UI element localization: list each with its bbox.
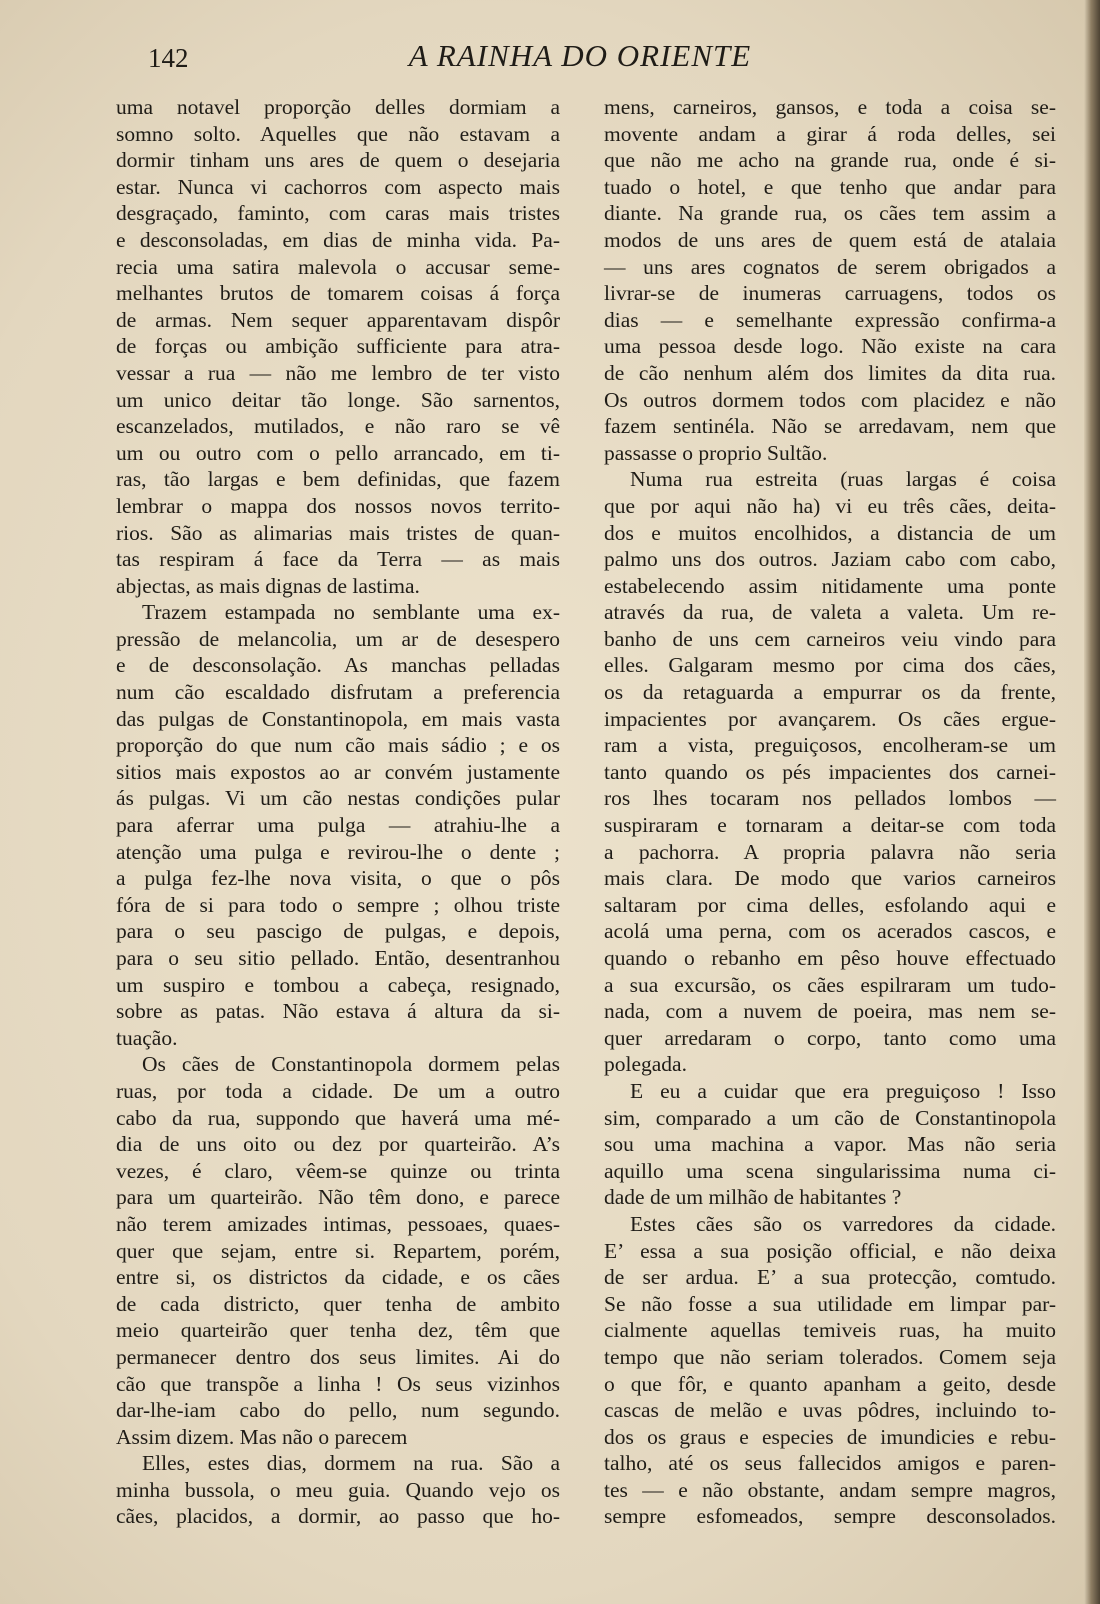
text-line: tas respiram á face da Terra — as mais: [116, 547, 560, 572]
text-line: ras, tão largas e bem definidas, que fazem: [116, 467, 560, 492]
text-line: das pulgas de Constantinopola, em mais vasta: [116, 706, 560, 731]
text-line: mens, carneiros, gansos, e toda a coisa se-: [604, 95, 1056, 119]
text-line: dar-lhe-iam cabo do pello, num segundo.: [116, 1398, 560, 1423]
page-edge-shadow: [1084, 0, 1100, 1604]
text-line: quando o rebanho em pêso houve effectuado: [604, 946, 1056, 970]
text-line: Os cães de Constantinopola dormem pelas: [142, 1052, 560, 1077]
text-line: proporção do que num cão mais sádio ; e os: [116, 733, 560, 758]
text-line: fazem sentinéla. Não se arredavam, nem que: [604, 414, 1056, 439]
text-line: para aferrar uma pulga — atrahiu-lhe a: [116, 813, 560, 838]
text-line: dade de um milhão de habitantes ?: [604, 1185, 902, 1210]
text-line: um unico deitar tão longe. São sarnentos,: [116, 387, 560, 412]
text-line: e de desconsolação. As manchas pelladas: [116, 653, 560, 678]
right-text-column: [604, 94, 1056, 1530]
text-line: um ou outro com o pello arrancado, em ti-: [116, 440, 560, 465]
text-line: palmo uns dos outros. Jaziam cabo com cabo,: [604, 547, 1056, 572]
text-line: cialmente aquellas temiveis ruas, ha muito: [604, 1318, 1056, 1343]
text-line: meio quarteirão quer tenha dez, têm que: [116, 1318, 560, 1343]
text-line: mais clara. De modo que varios carneiros: [604, 866, 1056, 891]
text-line: tanto quando os pés impacientes dos carnei-: [604, 759, 1056, 784]
text-line: dos e muitos encolhidos, a distancia de um: [604, 520, 1056, 545]
text-line: de ser ardua. E’ a sua protecção, comtudo.: [604, 1265, 1056, 1290]
text-line: ás pulgas. Vi um cão nestas condições pular: [116, 786, 560, 811]
text-line: diante. Na grande rua, os cães tem assim a: [604, 201, 1056, 226]
text-line: para o seu sitio pellado. Então, desentranhou: [116, 946, 560, 970]
text-line: pressão de melancolia, um ar de desespero: [116, 626, 560, 651]
text-line: suspiraram e tornaram a deitar-se com toda: [604, 813, 1056, 838]
text-line: a sua excursão, os cães espilraram um tudo-: [604, 972, 1056, 997]
text-line: polegada.: [604, 1052, 687, 1077]
text-line: elles. Galgaram mesmo por cima dos cães,: [604, 653, 1056, 678]
text-line: sempre esfomeados, sempre desconsolados.: [604, 1504, 1056, 1529]
text-line: dias — e semelhante expressão confirma-a: [604, 307, 1056, 332]
text-line: de cada districto, quer tenha de ambito: [116, 1291, 560, 1316]
text-line: de armas. Nem sequer apparentavam dispôr: [116, 307, 560, 332]
text-line: Os outros dormem todos com placidez e não: [604, 387, 1056, 412]
text-line: quer que sejam, entre si. Repartem, porém,: [116, 1238, 560, 1263]
text-line: livrar-se de inumeras carruagens, todos os: [604, 281, 1056, 306]
text-line: quer arredaram o corpo, tanto como uma: [604, 1025, 1056, 1050]
text-line: ros lhes tocaram nos pellados lombos —: [604, 786, 1056, 811]
text-line: ram a vista, preguiçosos, encolheram-se um: [604, 733, 1056, 758]
text-line: E’ essa a sua posição official, e não deixa: [604, 1238, 1056, 1263]
text-line: modos de uns ares de quem está de atalaia: [604, 227, 1056, 252]
text-line: somno solto. Aquelles que não estavam a: [116, 121, 560, 146]
page-number: 142: [148, 43, 189, 73]
text-line: — uns ares cognatos de serem obrigados a: [604, 254, 1056, 279]
text-line: de forças ou ambição sufficiente para atra-: [116, 334, 560, 359]
text-line: o que fôr, e quanto apanham a geito, desde: [604, 1371, 1056, 1396]
text-line: sou uma machina a vapor. Mas não seria: [604, 1132, 1056, 1157]
text-line: tuado o hotel, e que tenho que andar para: [604, 174, 1056, 199]
running-title: A RAINHA DO ORIENTE: [408, 38, 752, 73]
text-line: passasse o proprio Sultão.: [604, 440, 828, 465]
text-line: através da rua, de valeta a valeta. Um re-: [604, 600, 1056, 625]
text-line: Elles, estes dias, dormem na rua. São a: [142, 1451, 560, 1476]
text-line: cascas de melão e uvas pôdres, incluindo to-: [604, 1398, 1056, 1423]
text-line: minha bussola, o meu guia. Quando vejo os: [116, 1477, 560, 1502]
text-line: fóra de si para todo o sempre ; olhou triste: [116, 892, 560, 917]
text-line: nada, com a nuvem de poeira, mas nem se-: [604, 999, 1056, 1024]
text-line: desgraçado, faminto, com caras mais tristes: [116, 201, 560, 226]
text-line: saltaram por cima delles, esfolando aqui e: [604, 892, 1056, 917]
text-line: um suspiro e tombou a cabeça, resignado,: [116, 972, 560, 997]
text-line: Numa rua estreita (ruas largas é coisa: [630, 467, 1056, 492]
text-line: cão que transpõe a linha ! Os seus vizinhos: [116, 1371, 560, 1396]
text-line: movente andam a girar á roda delles, sei: [604, 121, 1056, 146]
text-line: sitios mais expostos ao ar convém justamente: [116, 759, 560, 784]
text-line: que por aqui não ha) vi eu três cães, deita-: [604, 493, 1056, 518]
text-line: ruas, por toda a cidade. De um a outro: [116, 1078, 560, 1103]
text-line: e desconsoladas, em dias de minha vida. Pa-: [116, 227, 560, 252]
text-line: melhantes brutos de tomarem coisas á força: [116, 281, 560, 306]
text-line: dormir tinham uns ares de quem o desejaria: [116, 148, 560, 173]
text-line: dos os graus e especies de imundicies e rebu-: [604, 1424, 1056, 1449]
text-line: cães, placidos, a dormir, ao passo que ho-: [116, 1504, 560, 1529]
text-line: cabo da rua, suppondo que haverá uma mé-: [116, 1105, 560, 1130]
text-line: que não me acho na grande rua, onde é si-: [604, 148, 1056, 173]
text-line: tuação.: [116, 1025, 178, 1050]
text-line: impacientes por avançarem. Os cães ergue-: [604, 706, 1056, 731]
text-line: atenção uma pulga e revirou-lhe o dente ;: [116, 839, 560, 864]
text-line: estar. Nunca vi cachorros com aspecto mais: [116, 174, 560, 199]
text-line: abjectas, as mais dignas de lastima.: [116, 573, 420, 598]
text-line: uma pessoa desde logo. Não existe na cara: [604, 334, 1056, 359]
text-line: recia uma satira malevola o accusar seme-: [116, 254, 560, 279]
text-line: tempo que não seriam tolerados. Comem seja: [604, 1344, 1056, 1369]
text-line: talho, até os seus fallecidos amigos e paren-: [604, 1451, 1056, 1476]
text-line: permanecer dentro dos seus limites. Ai do: [116, 1344, 560, 1369]
text-line: Assim dizem. Mas não o parecem: [116, 1424, 408, 1449]
text-line: E eu a cuidar que era preguiçoso ! Isso: [630, 1078, 1056, 1103]
text-line: Estes cães são os varredores da cidade.: [630, 1211, 1056, 1236]
text-line: os da retaguarda a empurrar os da frente,: [604, 680, 1056, 705]
text-line: entre si, os districtos da cidade, e os cães: [116, 1265, 560, 1290]
text-line: Se não fosse a sua utilidade em limpar par-: [604, 1291, 1056, 1316]
text-line: Trazem estampada no semblante uma ex-: [142, 600, 560, 625]
text-line: tes — e não obstante, andam sempre magros,: [604, 1477, 1056, 1502]
text-line: dia de uns oito ou dez por quarteirão. A’s: [116, 1132, 560, 1157]
text-line: acolá uma perna, com os acerados cascos, e: [604, 919, 1056, 944]
text-line: vessar a rua — não me lembro de ter visto: [116, 360, 560, 385]
text-line: estabelecendo assim nitidamente uma ponte: [604, 573, 1056, 598]
text-line: sobre as patas. Não estava á altura da si-: [116, 999, 560, 1024]
text-line: não terem amizades intimas, pessoaes, quaes-: [116, 1211, 560, 1236]
text-line: rios. São as alimarias mais tristes de quan-: [116, 520, 560, 545]
text-line: banho de uns cem carneiros veiu vindo para: [604, 626, 1056, 651]
text-line: para um quarteirão. Não têm dono, e parece: [116, 1185, 560, 1210]
text-line: de cão nenhum além dos limites da dita rua.: [604, 360, 1056, 385]
text-line: vezes, é claro, vêem-se quinze ou trinta: [116, 1158, 560, 1183]
text-line: escanzelados, mutilados, e não raro se vê: [116, 414, 560, 439]
text-line: a pulga fez-lhe nova visita, o que o pôs: [116, 866, 560, 891]
text-line: uma notavel proporção delles dormiam a: [116, 95, 560, 119]
text-line: para o seu pascigo de pulgas, e depois,: [116, 919, 560, 944]
text-line: num cão escaldado disfrutam a preferencia: [116, 680, 560, 705]
text-line: lembrar o mappa dos nossos novos territo-: [116, 493, 560, 518]
text-line: a pachorra. A propria palavra não seria: [604, 839, 1056, 864]
text-line: aquillo uma scena singularissima numa ci-: [604, 1158, 1056, 1183]
text-line: sim, comparado a um cão de Constantinopola: [604, 1105, 1056, 1130]
left-text-column: [116, 94, 560, 1530]
